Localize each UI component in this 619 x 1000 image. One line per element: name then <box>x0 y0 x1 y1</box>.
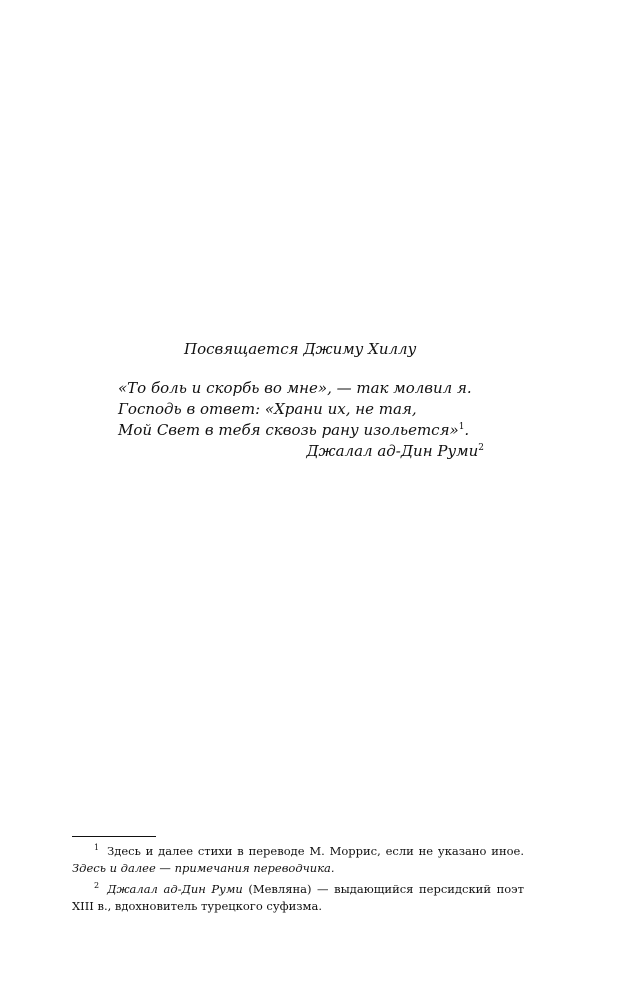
epigraph-line-3-text: Мой Свет в тебя сквозь рану изольется» <box>118 421 459 439</box>
footnote-ref-2[interactable]: 2 <box>478 443 484 453</box>
footnote-1-number: 1 <box>94 843 100 853</box>
epigraph-line-3-tail: . <box>464 421 470 439</box>
epigraph-line-1: «То боль и скорбь во мне», — так молвил я. <box>118 379 472 397</box>
epigraph-line-3 <box>118 420 488 441</box>
epigraph <box>118 378 488 462</box>
epigraph-author <box>118 441 488 462</box>
footnote-divider <box>72 836 156 837</box>
footnote-2-italic: Джалал ад-Дин Руми <box>107 882 243 896</box>
dedication: Посвящается Джиму Хиллу <box>184 340 417 358</box>
footnote-2-text: (Мевляна) — выдающийся персидский поэт XIII в., вдохновитель турецкого суфизма. <box>72 882 524 913</box>
footnote-ref-1[interactable]: 1 <box>458 422 465 432</box>
footnotes <box>72 843 524 919</box>
footnote-1-text: Здесь и далее стихи в переводе М. Моррис, если не указано иное. <box>107 844 524 858</box>
epigraph-author-name: Джалал ад-Дин Руми <box>306 442 479 460</box>
footnote-1-italic: Здесь и далее — примечания переводчика. <box>72 861 335 875</box>
footnote-1 <box>72 843 524 877</box>
footnote-2 <box>72 881 524 915</box>
epigraph-line-2: Господь в ответ: «Храни их, не тая, <box>118 400 417 418</box>
footnote-2-number: 2 <box>94 881 100 891</box>
